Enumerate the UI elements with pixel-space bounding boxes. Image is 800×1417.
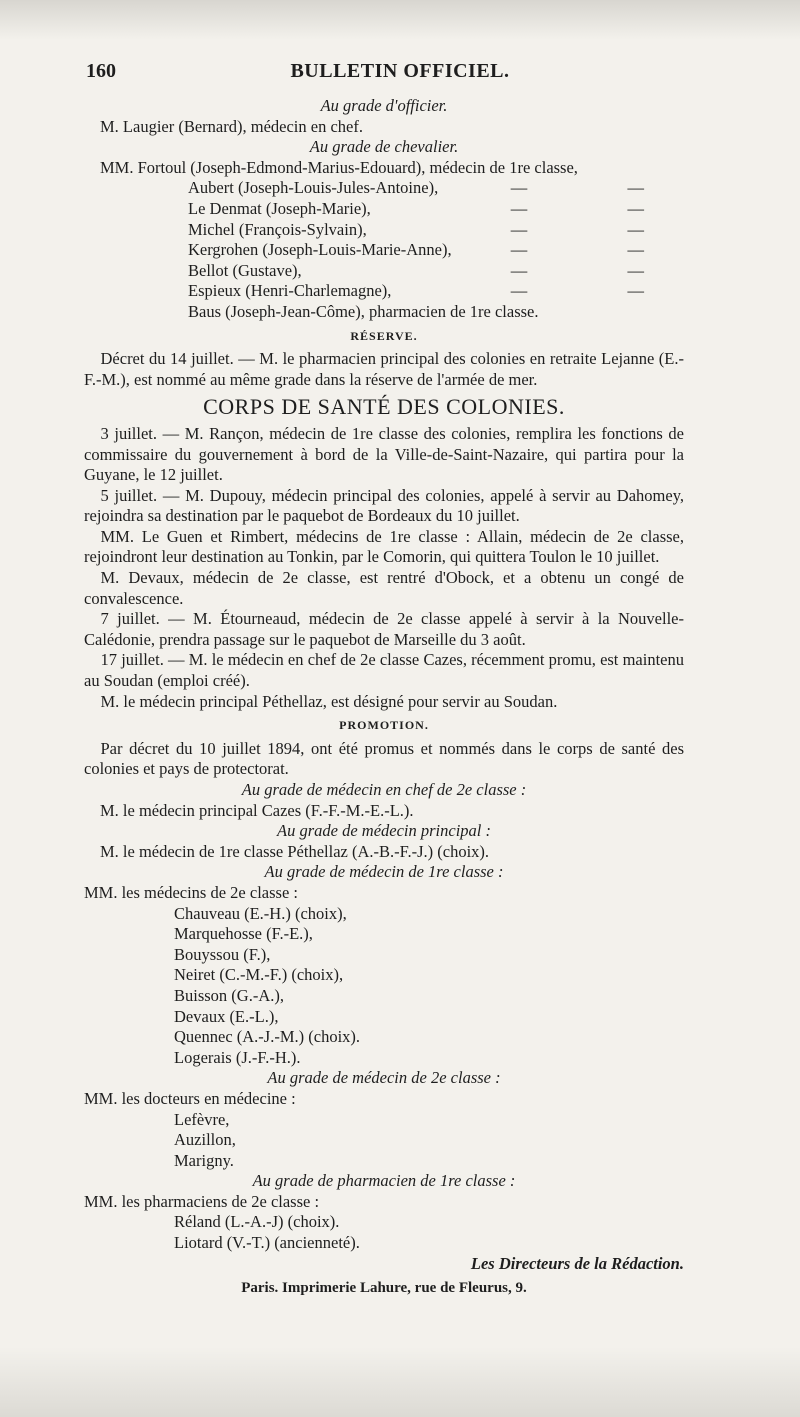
name-entry: Auzillon, <box>174 1130 236 1150</box>
grade-heading-medecin-1re: Au grade de médecin de 1re classe : <box>264 862 504 882</box>
officer-line: M. Laugier (Bernard), médecin en chef. <box>100 116 363 136</box>
name-entry: Réland (L.-A.-J) (choix). <box>174 1212 340 1232</box>
paragraph: 5 juillet. — M. Dupouy, médecin principal des colonies, appelé à servir au Dahomey, rejoindra sa destination par le paquebot de Bordeaux du 10 juillet. <box>84 485 684 526</box>
knight-name: Espieux (Henri-Charlemagne), <box>188 281 392 301</box>
grade-intro-medecin-1re: MM. les médecins de 2e classe : <box>84 882 298 902</box>
promotion-intro: Par décret du 10 juillet 1894, ont été promus et nommés dans le corps de santé des colonies et pays de protectorat. <box>84 738 684 779</box>
name-entry: Lefèvre, <box>174 1109 230 1129</box>
page-content <box>84 96 684 1299</box>
name-entry: Marquehosse (F.-E.), <box>174 924 313 944</box>
name-entry: Neiret (C.-M.-F.) (choix), <box>174 965 344 985</box>
knight-row <box>84 220 684 241</box>
paragraph: M. Devaux, médecin de 2e classe, est rentré d'Obock, et a obtenu un congé de convalescence. <box>84 568 684 608</box>
knight-row <box>84 261 684 282</box>
knight-row <box>84 199 684 220</box>
page-top-edge <box>0 0 800 40</box>
name-entry: Quennec (A.-J.-M.) (choix). <box>174 1027 361 1047</box>
grade-heading-medecin-2e: Au grade de médecin de 2e classe : <box>267 1068 501 1088</box>
promotion-heading: PROMOTION. <box>339 718 429 733</box>
paragraph: 7 juillet. — M. Étourneaud, médecin de 2e classe appelé à servir à la Nouvelle-Calédonie, prendra passage sur le paquebot de Marseille du 3 août. <box>84 609 684 649</box>
knight-name: Bellot (Gustave), <box>188 260 302 280</box>
reserve-heading: RÉSERVE. <box>350 328 418 343</box>
knight-heading: Au grade de chevalier. <box>309 137 459 157</box>
ditto-mark: — <box>510 178 528 198</box>
names-medecin-2e <box>84 1110 684 1172</box>
grade-line-medecin-principal: M. le médecin de 1re classe Péthellaz (A.-B.-F.-J.) (choix). <box>100 841 490 861</box>
paragraph: MM. Le Guen et Rimbert, médecins de 1re classe : Allain, médecin de 2e classe, rejoindront leur destination au Tonkin, par le Comorin, qui quittera Toulon le 10 juillet. <box>84 526 684 567</box>
name-entry: Chauveau (E.-H.) (choix), <box>174 903 347 923</box>
knight-last-line: Baus (Joseph-Jean-Côme), pharmacien de 1re classe. <box>188 301 539 321</box>
ditto-mark: — <box>510 219 528 239</box>
grade-line-medecin-en-chef: M. le médecin principal Cazes (F.-F.-M.-E.-L.). <box>100 800 414 820</box>
names-medecin-1re <box>84 904 684 1069</box>
imprint: Paris. Imprimerie Lahure, rue de Fleurus, 9. <box>241 1280 527 1297</box>
grade-heading-medecin-en-chef: Au grade de médecin en chef de 2e classe : <box>241 780 527 799</box>
name-entry: Logerais (J.-F.-H.). <box>174 1047 301 1067</box>
name-entry: Marigny. <box>174 1150 234 1170</box>
page-header <box>0 60 800 88</box>
ditto-mark: — <box>627 178 644 198</box>
knight-first-line: MM. Fortoul (Joseph-Edmond-Marius-Edouard), médecin de 1re classe, <box>100 157 578 177</box>
knight-name: Kergrohen (Joseph-Louis-Marie-Anne), <box>188 240 452 260</box>
knight-name: Michel (François-Sylvain), <box>188 219 367 239</box>
ditto-mark: — <box>627 281 644 301</box>
ditto-mark: — <box>510 198 528 218</box>
paragraph: 3 juillet. — M. Rançon, médecin de 1re classe des colonies, remplira les fonctions de commissaire du gouvernement à bord de la Ville-de-Saint-Nazaire, qui partira pour la Guyane, le 12 juillet. <box>84 423 684 485</box>
ditto-mark: — <box>627 260 644 280</box>
reserve-text: Décret du 14 juillet. — M. le pharmacien principal des colonies en retraite Lejanne (E.-F.-M.), est nommé au même grade dans la réserve de l'armée de mer. <box>84 349 684 389</box>
section-title: CORPS DE SANTÉ DES COLONIES. <box>203 394 565 420</box>
ditto-mark: — <box>510 281 528 301</box>
name-entry: Buisson (G.-A.), <box>174 985 284 1005</box>
knight-row <box>84 178 684 199</box>
page-bottom-edge <box>0 1347 800 1417</box>
ditto-mark: — <box>627 198 644 218</box>
knight-name: Aubert (Joseph-Louis-Jules-Antoine), <box>188 178 439 198</box>
knight-name: Le Denmat (Joseph-Marie), <box>188 198 371 218</box>
paragraph: M. le médecin principal Péthellaz, est désigné pour servir au Soudan. <box>100 691 558 711</box>
name-entry: Bouyssou (F.), <box>174 944 271 964</box>
paragraph: 17 juillet. — M. le médecin en chef de 2e classe Cazes, récemment promu, est maintenu au Soudan (emploi créé). <box>84 650 684 691</box>
knight-row <box>84 240 684 261</box>
knight-list <box>84 178 684 302</box>
names-pharmacien-1re <box>84 1212 684 1253</box>
officer-heading: Au grade d'officier. <box>320 96 448 115</box>
name-entry: Devaux (E.-L.), <box>174 1006 279 1026</box>
grade-heading-pharmacien-1re: Au grade de pharmacien de 1re classe : <box>252 1171 516 1191</box>
grade-intro-pharmacien-1re: MM. les pharmaciens de 2e classe : <box>84 1191 320 1211</box>
grade-heading-medecin-principal: Au grade de médecin principal : <box>277 821 491 841</box>
ditto-mark: — <box>627 219 644 239</box>
signature: Les Directeurs de la Rédaction. <box>470 1253 684 1273</box>
ditto-mark: — <box>627 240 644 260</box>
grade-intro-medecin-2e: MM. les docteurs en médecine : <box>84 1088 296 1108</box>
running-title: BULLETIN OFFICIEL. <box>290 60 510 82</box>
page-number: 160 <box>86 60 116 82</box>
ditto-mark: — <box>510 240 528 260</box>
ditto-mark: — <box>510 260 528 280</box>
paragraph-list <box>84 424 684 712</box>
knight-row <box>84 281 684 302</box>
name-entry: Liotard (V.-T.) (ancienneté). <box>174 1233 360 1253</box>
